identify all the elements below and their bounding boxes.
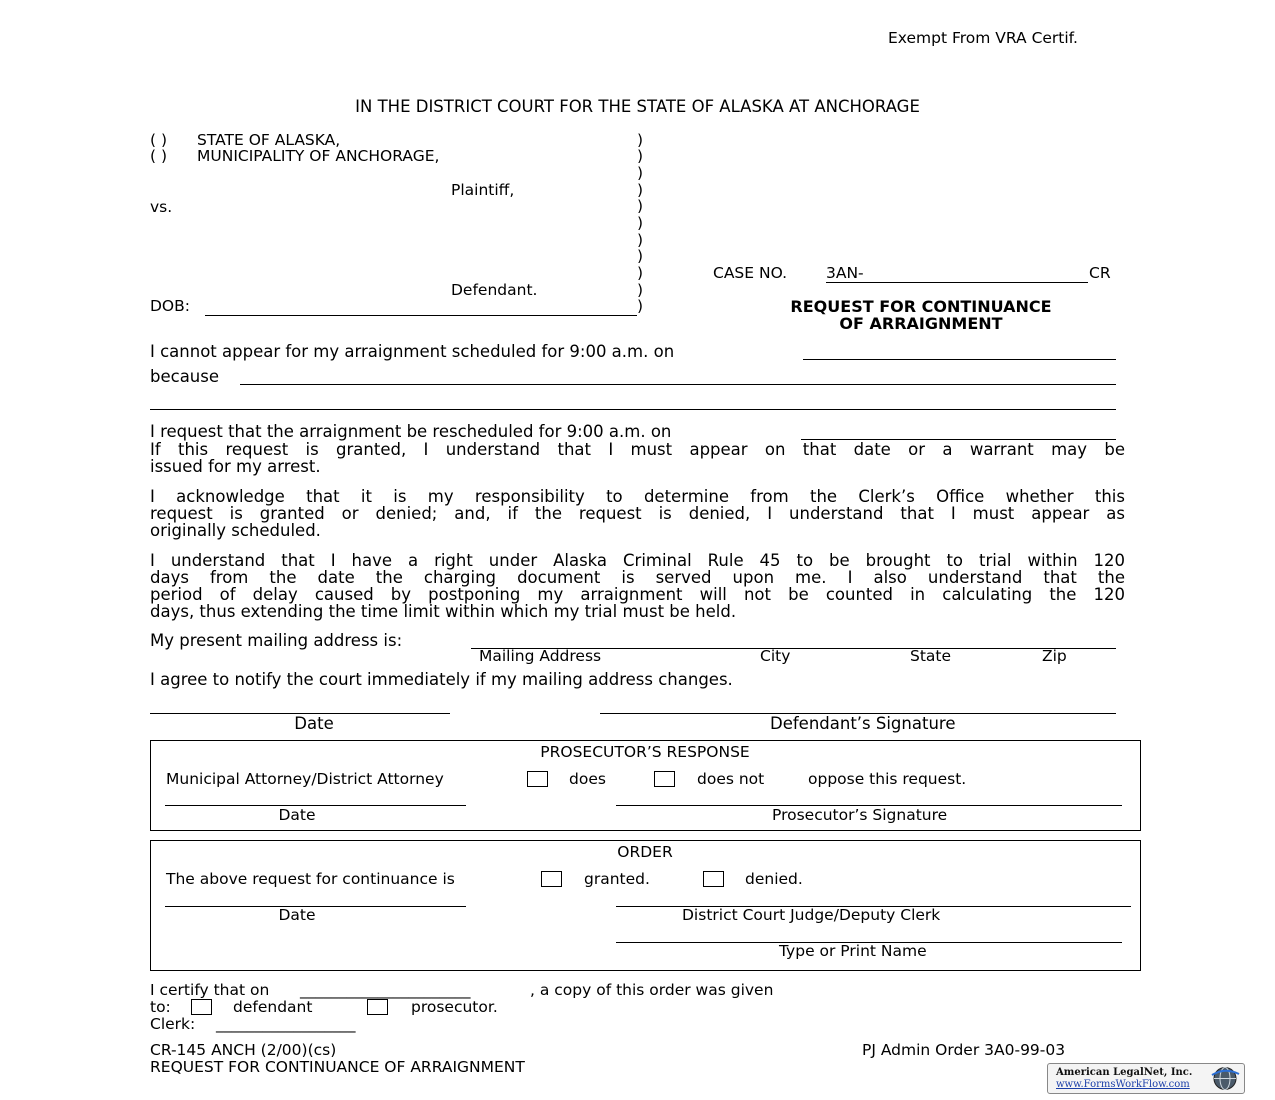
granted-label: granted. bbox=[584, 870, 650, 888]
does-label: does bbox=[569, 770, 606, 788]
globe-icon bbox=[1208, 1065, 1242, 1092]
exempt-note: Exempt From VRA Certif. bbox=[888, 29, 1078, 47]
defendant-label: Defendant. bbox=[451, 281, 538, 299]
judge-signature-caption: District Court Judge/Deputy Clerk bbox=[682, 906, 941, 924]
request-reschedule-text: I request that the arraignment be rescheduled for 9:00 a.m. on bbox=[150, 422, 672, 441]
reason-input-line-1[interactable] bbox=[240, 384, 1116, 385]
defendant-signature-caption: Defendant’s Signature bbox=[770, 714, 956, 733]
mailing-address-label: My present mailing address is: bbox=[150, 631, 403, 650]
party1-label: STATE OF ALASKA, bbox=[197, 131, 341, 149]
clerk-signature-blank[interactable]: __________________ bbox=[216, 1015, 356, 1033]
order-title: ORDER bbox=[617, 843, 673, 861]
certify-defendant-checkbox[interactable] bbox=[191, 999, 212, 1015]
paragraph-line: I acknowledge that it is my responsibility to determine from the Clerk’s Office whether this bbox=[150, 487, 1125, 506]
americanlegalnet-logo[interactable] bbox=[1047, 1063, 1245, 1094]
caption-paren: ) bbox=[637, 297, 644, 315]
denied-label: denied. bbox=[745, 870, 803, 888]
paragraph-line: issued for my arrest. bbox=[150, 457, 321, 476]
mailing-address-caption: Mailing Address bbox=[479, 647, 602, 665]
form-title-line1: REQUEST FOR CONTINUANCE bbox=[790, 297, 1052, 316]
city-caption: City bbox=[760, 647, 791, 665]
certify-defendant-label: defendant bbox=[233, 998, 313, 1016]
does-checkbox[interactable] bbox=[527, 771, 548, 787]
does-not-checkbox[interactable] bbox=[654, 771, 675, 787]
granted-paragraph bbox=[150, 441, 1125, 475]
cannot-appear-text: I cannot appear for my arraignment scheduled for 9:00 a.m. on bbox=[150, 342, 675, 361]
caption-paren: ) bbox=[637, 264, 644, 282]
caption-paren: ) bbox=[637, 147, 644, 165]
party2-checkbox[interactable]: ( ) bbox=[150, 147, 168, 165]
caption-paren: ) bbox=[637, 164, 644, 182]
plaintiff-label: Plaintiff, bbox=[451, 181, 515, 199]
date-caption: Date bbox=[294, 714, 334, 733]
vs-label: vs. bbox=[150, 198, 173, 216]
caption-paren: ) bbox=[637, 231, 644, 249]
acknowledge-paragraph bbox=[150, 488, 1125, 539]
paragraph-line: days, thus extending the time limit within which my trial must be held. bbox=[150, 602, 737, 621]
paragraph-line: request is granted or denied; and, if the request is denied, I understand that I must appear as bbox=[150, 504, 1125, 523]
notify-text: I agree to notify the court immediately if my mailing address changes. bbox=[150, 670, 733, 689]
certify-text-start: I certify that on bbox=[150, 981, 270, 999]
order-request-text: The above request for continuance is bbox=[166, 870, 455, 888]
certify-text-end: , a copy of this order was given bbox=[530, 981, 774, 999]
certify-prosecutor-checkbox[interactable] bbox=[367, 999, 388, 1015]
form-name: REQUEST FOR CONTINUANCE OF ARRAIGNMENT bbox=[150, 1058, 525, 1076]
certify-to-label: to: bbox=[150, 998, 171, 1016]
oppose-label: oppose this request. bbox=[808, 770, 967, 788]
case-no-prefix: 3AN- bbox=[826, 264, 864, 282]
form-number: CR-145 ANCH (2/00)(cs) bbox=[150, 1041, 337, 1059]
case-no-label: CASE NO. bbox=[713, 264, 788, 282]
case-no-suffix: CR bbox=[1089, 264, 1111, 282]
attorney-label: Municipal Attorney/District Attorney bbox=[166, 770, 444, 788]
order-date-caption: Date bbox=[278, 906, 316, 924]
scheduled-date-input-line[interactable] bbox=[803, 359, 1116, 360]
caption-paren: ) bbox=[637, 131, 644, 149]
granted-checkbox[interactable] bbox=[541, 871, 562, 887]
reason-input-line-2[interactable] bbox=[150, 409, 1116, 410]
print-name-caption: Type or Print Name bbox=[779, 942, 927, 960]
state-caption: State bbox=[910, 647, 952, 665]
paragraph-line: If this request is granted, I understand that I must appear on that date or a warrant may be bbox=[150, 440, 1125, 459]
caption-paren: ) bbox=[637, 197, 644, 215]
prosecutor-date-caption: Date bbox=[278, 806, 316, 824]
prosecutor-response-title: PROSECUTOR’S RESPONSE bbox=[540, 743, 750, 761]
zip-caption: Zip bbox=[1042, 647, 1067, 665]
dob-input-line[interactable] bbox=[205, 315, 637, 316]
certify-date-blank[interactable]: ______________________ bbox=[300, 981, 471, 999]
caption-paren: ) bbox=[637, 181, 644, 199]
caption-paren: ) bbox=[637, 281, 644, 299]
case-no-input-line[interactable] bbox=[826, 282, 1088, 283]
party1-checkbox[interactable]: ( ) bbox=[150, 131, 168, 149]
denied-checkbox[interactable] bbox=[703, 871, 724, 887]
certify-prosecutor-label: prosecutor. bbox=[411, 998, 498, 1016]
paragraph-line: period of delay caused by postponing my arraignment will not be counted in calculating the 120 bbox=[150, 585, 1125, 604]
paragraph-line: days from the date the charging document is served upon me. I also understand that the bbox=[150, 568, 1125, 587]
rule45-paragraph bbox=[150, 552, 1125, 620]
caption-paren: ) bbox=[637, 214, 644, 232]
logo-company: American LegalNet, Inc. bbox=[1056, 1067, 1193, 1078]
does-not-label: does not bbox=[697, 770, 765, 788]
clerk-label: Clerk: bbox=[150, 1015, 196, 1033]
form-title-line2: OF ARRAIGNMENT bbox=[839, 314, 1003, 333]
prosecutor-signature-caption: Prosecutor’s Signature bbox=[772, 806, 948, 824]
because-label: because bbox=[150, 367, 220, 386]
party2-label: MUNICIPALITY OF ANCHORAGE, bbox=[197, 147, 440, 165]
caption-paren: ) bbox=[637, 247, 644, 265]
logo-url[interactable]: www.FormsWorkFlow.com bbox=[1056, 1079, 1190, 1090]
court-title: IN THE DISTRICT COURT FOR THE STATE OF ALASKA AT ANCHORAGE bbox=[355, 97, 920, 116]
admin-order: PJ Admin Order 3A0-99-03 bbox=[862, 1041, 1066, 1059]
paragraph-line: I understand that I have a right under Alaska Criminal Rule 45 to be brought to trial within 120 bbox=[150, 551, 1125, 570]
dob-label: DOB: bbox=[150, 297, 190, 315]
paragraph-line: originally scheduled. bbox=[150, 521, 321, 540]
